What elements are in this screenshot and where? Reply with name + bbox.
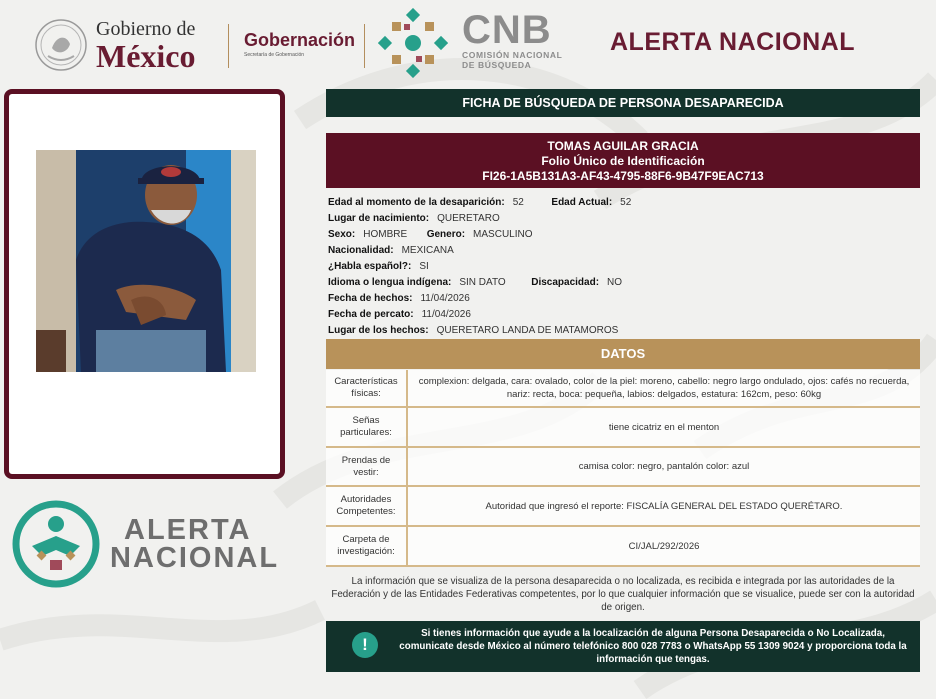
table-row <box>326 408 920 448</box>
hechos-label: Fecha de hechos: <box>328 293 413 304</box>
discapacidad-value: NO <box>607 277 623 288</box>
espanol-value: SI <box>419 261 429 272</box>
photo-frame <box>4 89 285 479</box>
table-row <box>326 527 920 567</box>
lugar-label: Lugar de los hechos: <box>328 325 429 336</box>
carpeta-label: Carpeta de investigación: <box>326 527 408 565</box>
info-row-percato <box>328 307 920 323</box>
cnb-subtitle-1: COMISIÓN NACIONAL <box>462 50 563 60</box>
info-row-nacimiento <box>328 211 920 227</box>
gobernacion-title: Gobernación <box>244 30 356 50</box>
sexo-label: Sexo: <box>328 229 356 240</box>
sexo-value: HOMBRE <box>363 229 408 240</box>
disclaimer-text: La información que se visualiza de la persona desaparecida o no localizada, es recibida e integrada por las autoridades de la Federación y de las Entidades Federativas competentes, por lo que cualquier información que se visualice, puede ser con la autoridad de origen. <box>331 576 915 613</box>
carpeta-value: CI/JAL/292/2026 <box>628 540 700 552</box>
alerta-wordmark-line-1: ALERTA <box>124 514 252 546</box>
percato-label: Fecha de percato: <box>328 309 414 320</box>
cnb-emblem-icon <box>378 8 448 78</box>
genero-label: Genero: <box>426 229 466 240</box>
idioma-label: Idioma o lengua indígena: <box>328 277 452 288</box>
edad-label: Edad al momento de la desaparición: <box>328 197 505 208</box>
fisicas-label: Características físicas: <box>326 370 408 406</box>
discapacidad-label: Discapacidad: <box>531 277 600 288</box>
gobierno-de-mexico-logo <box>96 18 196 72</box>
gobierno-line-1: Gobierno de <box>96 18 196 40</box>
alerta-nacional-title: ALERTA NACIONAL <box>610 28 855 56</box>
info-row-hechos <box>328 291 920 307</box>
autoridades-label: Autoridades Competentes: <box>326 487 408 525</box>
prendas-label: Prendas de vestir: <box>326 448 408 485</box>
lugar-value: QUERETARO LANDA DE MATAMOROS <box>436 325 619 336</box>
gobierno-line-2: México <box>96 38 196 74</box>
prendas-value: camisa color: negro, pantalón color: azul <box>578 461 750 472</box>
header-divider <box>228 24 229 68</box>
header-divider <box>364 24 365 68</box>
folio-label: Folio Único de Identificación <box>541 154 705 168</box>
alerta-nacional-emblem-icon <box>12 500 100 588</box>
genero-value: MASCULINO <box>473 229 533 240</box>
alerta-wordmark-line-2: NACIONAL <box>110 542 280 574</box>
cnb-subtitle-2: DE BÚSQUEDA <box>462 60 532 70</box>
info-row-idioma <box>328 275 920 291</box>
edad-value: 52 <box>512 197 524 208</box>
exclamation-icon: ! <box>352 632 378 658</box>
senas-value: tiene cicatriz en el menton <box>608 421 720 433</box>
datos-title-bar: DATOS <box>326 339 920 369</box>
hechos-value: 11/04/2026 <box>420 293 470 304</box>
info-row-espanol <box>328 259 920 275</box>
mexico-seal-icon <box>34 18 88 72</box>
gobernacion-subtitle: Secretaría de Gobernación <box>244 52 305 58</box>
nacimiento-value: QUERETARO <box>437 213 500 224</box>
fisicas-value: complexion: delgada, cara: ovalado, color de la piel: moreno, cabello: negro largo ondulado, ojos: cafés no recuerda, nariz: recta, boca: pequeña, labios: delgados, estatura: 162cm, peso: 60kg <box>418 376 910 400</box>
alerta-nacional-wordmark <box>110 516 279 572</box>
cnb-acronym: CNB <box>462 8 552 52</box>
nacionalidad-value: MEXICANA <box>401 245 454 256</box>
info-row-edad <box>328 195 920 211</box>
nacionalidad-label: Nacionalidad: <box>328 245 394 256</box>
nacimiento-label: Lugar de nacimiento: <box>328 213 430 224</box>
folio-id: FI26-1A5B131A3-AF43-4795-88F6-9B47F9EAC713 <box>482 169 764 183</box>
edad-actual-value: 52 <box>620 197 632 208</box>
ficha-title-bar: FICHA DE BÚSQUEDA DE PERSONA DESAPARECIDA <box>326 89 920 117</box>
idioma-value: SIN DATO <box>459 277 506 288</box>
edad-actual-label: Edad Actual: <box>551 197 613 208</box>
person-photo <box>36 150 256 372</box>
table-row <box>326 448 920 487</box>
table-row <box>326 487 920 527</box>
person-info-list <box>328 195 920 339</box>
person-photo-image <box>36 150 256 372</box>
senas-label: Señas particulares: <box>326 408 408 446</box>
gobernacion-logo <box>244 30 355 58</box>
espanol-label: ¿Habla español?: <box>328 261 412 272</box>
info-row-sexo <box>328 227 920 243</box>
person-name: TOMAS AGUILAR GRACIA <box>547 139 699 153</box>
cnb-wordmark <box>462 10 562 70</box>
percato-value: 11/04/2026 <box>421 309 471 320</box>
person-identity-bar <box>326 133 920 188</box>
info-row-nacionalidad <box>328 243 920 259</box>
autoridades-value: Autoridad que ingresó el reporte: FISCALÍA GENERAL DEL ESTADO QUERÉTARO. <box>485 500 843 512</box>
datos-table <box>326 370 920 567</box>
contact-bar <box>326 621 920 672</box>
info-row-lugar <box>328 323 920 339</box>
table-row <box>326 370 920 408</box>
contact-text: Si tienes información que ayude a la localización de alguna Persona Desaparecida o No Localizada, comunicate desde México al número telefónico 800 028 7783 o WhatsApp 55 1309 9024 y proporciona toda la información que tengas. <box>399 628 907 665</box>
